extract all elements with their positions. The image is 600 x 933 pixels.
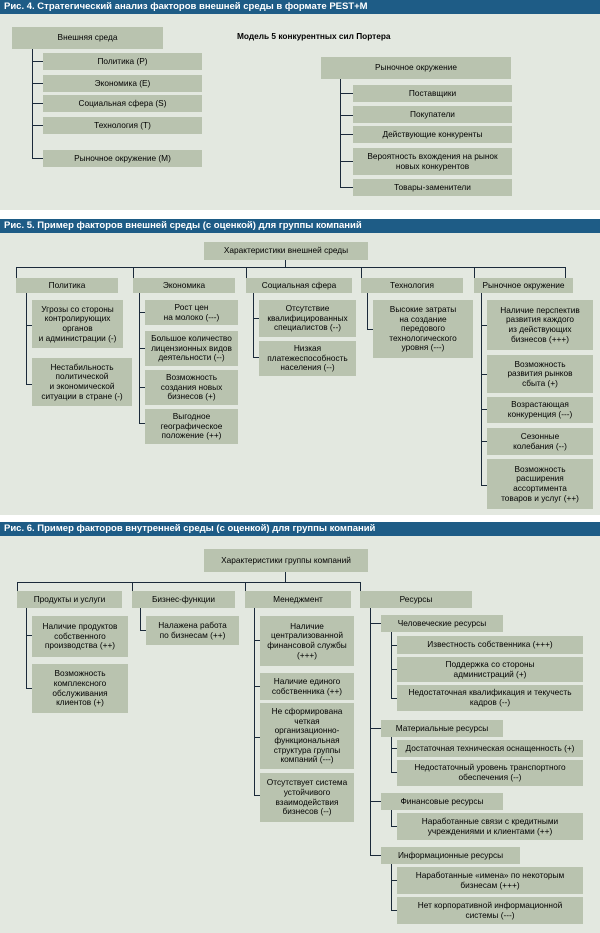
node-technology: Технология (T) [43, 117, 202, 134]
item-market-2: Возможность развития рынков сбыта (+) [487, 355, 593, 393]
group-material: Материальные ресурсы [381, 720, 503, 737]
node-ext-characteristics: Характеристики внешней среды [204, 242, 368, 260]
item-material-1: Достаточная техническая оснащенность (+) [397, 740, 583, 757]
porter-title: Модель 5 конкурентных сил Портера [237, 31, 391, 41]
connector [140, 608, 141, 630]
item-economy-4: Выгодное географическое положение (++) [145, 409, 238, 444]
connector [391, 632, 392, 698]
connector [340, 79, 341, 187]
connector [17, 582, 18, 591]
item-financial-1: Наработанные связи с кредитными учреждениями и клиентами (++) [397, 813, 583, 840]
connector [370, 623, 381, 624]
item-economy-1: Рост цен на молоко (---) [145, 300, 238, 325]
item-management-4: Отсутствует система устойчивого взаимодействия бизнесов (--) [260, 773, 354, 822]
connector [340, 134, 353, 135]
node-social: Социальная сфера (S) [43, 95, 202, 112]
connector [285, 260, 286, 267]
connector [474, 267, 475, 278]
connector [132, 582, 133, 591]
connector [245, 582, 246, 591]
connector [26, 293, 27, 384]
item-market-1: Наличие перспектив развития каждого из действующих бизнесов (+++) [487, 300, 593, 350]
connector [133, 267, 134, 278]
connector [32, 83, 43, 84]
item-products-1: Наличие продуктов собственного производства (++) [32, 616, 128, 657]
item-human-1: Известность собственника (+++) [397, 636, 583, 654]
cat-products: Продукты и услуги [17, 591, 122, 608]
connector [254, 608, 255, 795]
node-suppliers: Поставщики [353, 85, 512, 102]
connector [246, 267, 247, 278]
connector [361, 267, 362, 278]
connector [391, 737, 392, 772]
item-human-2: Поддержка со стороны администраций (+) [397, 657, 583, 682]
connector [391, 810, 392, 826]
connector [481, 293, 482, 485]
cat-social: Социальная сфера [246, 278, 352, 293]
item-politics-1: Угрозы со стороны контролирующих органов и администрации (-) [32, 300, 123, 348]
node-new-entrants: Вероятность вхождения на рынок новых конкурентов [353, 148, 512, 175]
connector [370, 608, 371, 855]
connector [370, 728, 381, 729]
item-material-2: Недостаточный уровень транспортного обеспечения (--) [397, 760, 583, 786]
connector [32, 125, 43, 126]
node-market: Рыночное окружение (M) [43, 150, 202, 167]
fig4-header: Рис. 4. Стратегический анализ факторов внешней среды в формате PEST+M [0, 0, 600, 14]
node-politics: Политика (P) [43, 53, 202, 70]
item-market-3: Возрастающая конкуренция (---) [487, 397, 593, 423]
item-products-2: Возможность комплексного обслуживания клиентов (+) [32, 664, 128, 713]
cat-business-functions: Бизнес-функции [132, 591, 235, 608]
item-politics-2: Нестабильность политической и экономической ситуации в стране (-) [32, 358, 132, 406]
group-financial: Финансовые ресурсы [381, 793, 503, 810]
connector [32, 103, 43, 104]
cat-politics: Политика [16, 278, 118, 293]
group-information: Информационные ресурсы [381, 847, 520, 864]
connector [370, 855, 381, 856]
cat-management: Менеджмент [245, 591, 351, 608]
connector [340, 93, 353, 94]
fig6-header: Рис. 6. Пример факторов внутренней среды (с оценкой) для группы компаний [0, 522, 600, 536]
item-human-3: Недостаточная квалификация и текучесть кадров (--) [397, 685, 583, 711]
connector [285, 572, 286, 582]
cat-market: Рыночное окружение [474, 278, 573, 293]
item-social-1: Отсутствие квалифицированных специалистов (--) [259, 300, 356, 337]
connector [367, 293, 368, 329]
item-information-2: Нет корпоративной информационной системы (---) [397, 897, 583, 924]
node-substitutes: Товары-заменители [353, 179, 512, 196]
connector [17, 582, 360, 583]
cat-economy: Экономика [133, 278, 235, 293]
item-management-2: Наличие единого собственника (++) [260, 673, 354, 700]
fig5-header: Рис. 5. Пример факторов внешней среды (с оценкой) для группы компаний [0, 219, 600, 233]
connector [340, 115, 353, 116]
connector [253, 293, 254, 357]
node-buyers: Покупатели [353, 106, 512, 123]
node-market-env: Рыночное окружение [321, 57, 511, 79]
item-information-1: Наработанные «имена» по некоторым бизнесам (+++) [397, 867, 583, 894]
item-management-1: Наличие централизованной финансовой службы (+++) [260, 616, 354, 666]
connector [360, 582, 361, 591]
node-external-env: Внешняя среда [12, 27, 163, 49]
connector [26, 608, 27, 688]
connector [370, 801, 381, 802]
item-management-3: Не сформирована четкая организационно- функциональная структура группы компаний (---) [260, 703, 354, 769]
connector [391, 864, 392, 910]
item-business-1: Налажена работа по бизнесам (++) [146, 616, 239, 645]
node-group-characteristics: Характеристики группы компаний [204, 549, 368, 572]
item-market-4: Сезонные колебания (--) [487, 428, 593, 455]
connector [16, 267, 565, 268]
connector [32, 61, 43, 62]
cat-technology: Технология [361, 278, 463, 293]
item-social-2: Низкая платежеспособность населения (--) [259, 341, 356, 376]
connector [565, 267, 566, 278]
item-economy-2: Большое количество лицензионных видов деятельности (--) [145, 331, 238, 366]
item-market-5: Возможность расширения ассортимента товаров и услуг (++) [487, 459, 593, 509]
connector [340, 161, 353, 162]
connector [16, 267, 17, 278]
item-technology-1: Высокие затраты на создание передового технологического уровня (---) [373, 300, 473, 358]
item-economy-3: Возможность создания новых бизнесов (+) [145, 370, 238, 405]
cat-resources: Ресурсы [360, 591, 472, 608]
node-economy: Экономика (E) [43, 75, 202, 92]
node-competitors: Действующие конкуренты [353, 126, 512, 143]
connector [32, 49, 33, 159]
connector [32, 158, 43, 159]
group-human: Человеческие ресурсы [381, 615, 503, 632]
connector [340, 187, 353, 188]
